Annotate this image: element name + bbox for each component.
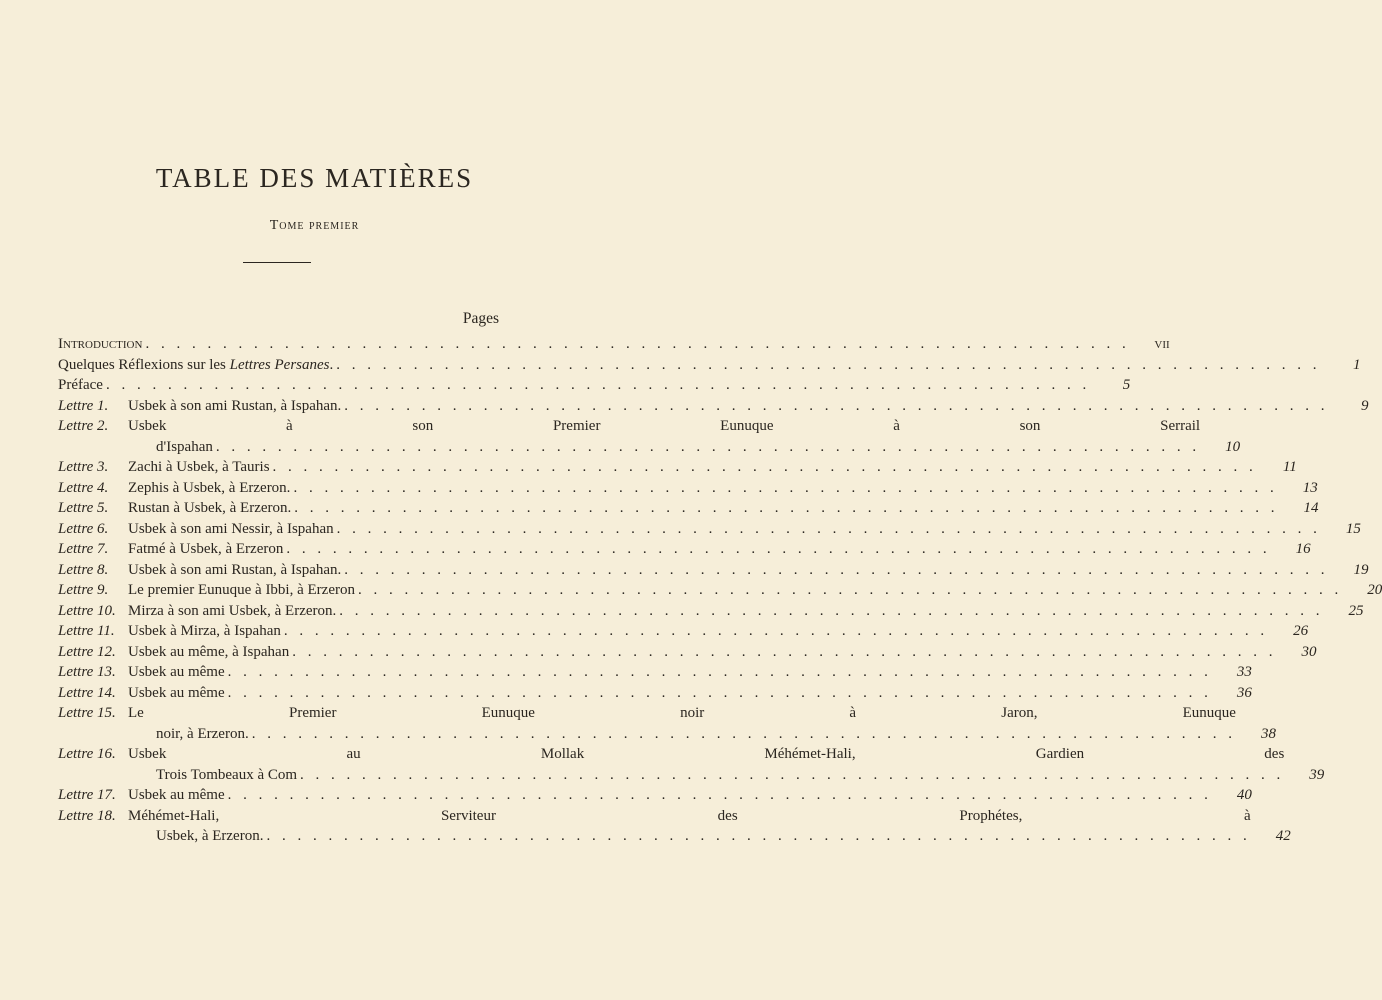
letter-label: Lettre 15. xyxy=(58,705,116,721)
letter-label: Lettre 13. xyxy=(58,664,116,680)
letter-label: Lettre 9. xyxy=(58,582,109,598)
letter-label: Lettre 8. xyxy=(58,561,109,578)
letter-label: Lettre 7. xyxy=(58,541,109,557)
toc-entry[interactable]: Introduction . . . vii xyxy=(58,334,501,355)
letter-label: Lettre 14. xyxy=(58,684,116,701)
toc-entry[interactable]: Lettre 12. Usbek au même, à Ispahan . . . 30 xyxy=(58,642,501,663)
page-number: 11 xyxy=(1282,459,1297,475)
page-number: 13 xyxy=(1302,479,1318,496)
volume-subtitle: Tome premier xyxy=(269,218,360,233)
letter-label: Lettre 11. xyxy=(58,623,115,639)
page-number: 42 xyxy=(1275,828,1291,844)
page-number: 10 xyxy=(1225,438,1241,455)
divider xyxy=(243,262,311,263)
page-number: 39 xyxy=(1309,766,1325,783)
toc-entry[interactable]: Lettre 15. Le Premier Eunuque noir à Jaron, Eunuque noir, à Erzeron. . . . 38 xyxy=(58,703,501,744)
page-number: 33 xyxy=(1236,664,1252,680)
toc-entry[interactable]: Lettre 14. Usbek au même . . . 36 xyxy=(58,683,501,704)
letter-label: Lettre 12. xyxy=(58,643,116,660)
letter-label: Lettre 5. xyxy=(58,500,109,516)
toc-entry[interactable]: Lettre 8. Usbek à son ami Rustan, à Ispahan. . . . 19 xyxy=(58,560,501,581)
pages-column-header: Pages xyxy=(462,310,499,327)
page-number: 15 xyxy=(1345,520,1361,537)
page-number: 16 xyxy=(1295,541,1311,557)
toc-entry[interactable]: Lettre 2. Usbek à son Premier Eunuque à son Serrail d'Ispahan . . . 10 xyxy=(58,416,501,457)
page-number: 5 xyxy=(1122,377,1131,393)
toc-entry[interactable]: Lettre 11. Usbek à Mirza, à Ispahan . . . 26 xyxy=(58,621,501,642)
toc-entry[interactable]: Préface . . . 5 xyxy=(58,375,501,396)
letter-label: Lettre 4. xyxy=(58,479,109,496)
toc-entry[interactable]: Lettre 10. Mirza à son ami Usbek, à Erzeron. . . . 25 xyxy=(58,601,501,622)
toc-entry[interactable]: Lettre 3. Zachi à Usbek, à Tauris . . . 11 xyxy=(58,457,501,478)
toc-entry[interactable]: Quelques Réflexions sur les Lettres Persanes. . . . 1 xyxy=(58,355,501,376)
letter-label: Lettre 18. xyxy=(58,807,116,824)
letter-label: Lettre 1. xyxy=(58,397,109,414)
page-number: 19 xyxy=(1353,561,1369,578)
toc-entry[interactable]: Lettre 1. Usbek à son ami Rustan, à Ispahan. . . . 9 xyxy=(58,396,501,417)
page-number: 30 xyxy=(1301,643,1317,660)
page-number: 38 xyxy=(1260,725,1276,742)
letter-label: Lettre 6. xyxy=(58,520,109,537)
table-of-contents xyxy=(58,334,1382,847)
toc-entry[interactable]: Lettre 9. Le premier Eunuque à Ibbi, à Erzeron . . . 20 xyxy=(58,580,501,601)
toc-entry[interactable]: Lettre 17. Usbek au même . . . 40 xyxy=(58,785,501,806)
letter-label: Lettre 16. xyxy=(58,746,116,762)
page-number: 26 xyxy=(1293,623,1309,639)
page-number: 36 xyxy=(1236,684,1252,701)
page-number: 40 xyxy=(1236,787,1252,803)
letter-label: Lettre 2. xyxy=(58,418,109,434)
toc-entry[interactable]: Lettre 16. Usbek au Mollak Méhémet-Hali, Gardien des Trois Tombeaux à Com . . . 39 xyxy=(58,744,501,785)
toc-entry[interactable]: Lettre 13. Usbek au même . . . 33 xyxy=(58,662,501,683)
toc-entry[interactable]: Lettre 6. Usbek à son ami Nessir, à Ispahan . . . 15 xyxy=(58,519,501,540)
page-title: TABLE DES MATIÈRES xyxy=(155,163,474,193)
toc-entry[interactable]: Lettre 4. Zephis à Usbek, à Erzeron. . . . 13 xyxy=(58,478,501,499)
letter-label: Lettre 17. xyxy=(58,787,116,803)
toc-entry[interactable]: Lettre 5. Rustan à Usbek, à Erzeron. . . . 14 xyxy=(58,498,501,519)
page-number: 14 xyxy=(1303,500,1319,516)
letter-label: Lettre 3. xyxy=(58,459,109,475)
page-number: 20 xyxy=(1367,582,1382,598)
page-number: 25 xyxy=(1348,602,1364,619)
page-number: 1 xyxy=(1353,356,1361,373)
letter-label: Lettre 10. xyxy=(58,602,116,619)
toc-entry[interactable]: Lettre 7. Fatmé à Usbek, à Erzeron . . . 16 xyxy=(58,539,501,560)
page-number: vii xyxy=(1154,336,1170,352)
page-number: 9 xyxy=(1361,397,1369,414)
toc-entry[interactable]: Lettre 18. Méhémet-Hali, Serviteur des Prophétes, à Usbek, à Erzeron. . . . 42 xyxy=(58,806,501,847)
